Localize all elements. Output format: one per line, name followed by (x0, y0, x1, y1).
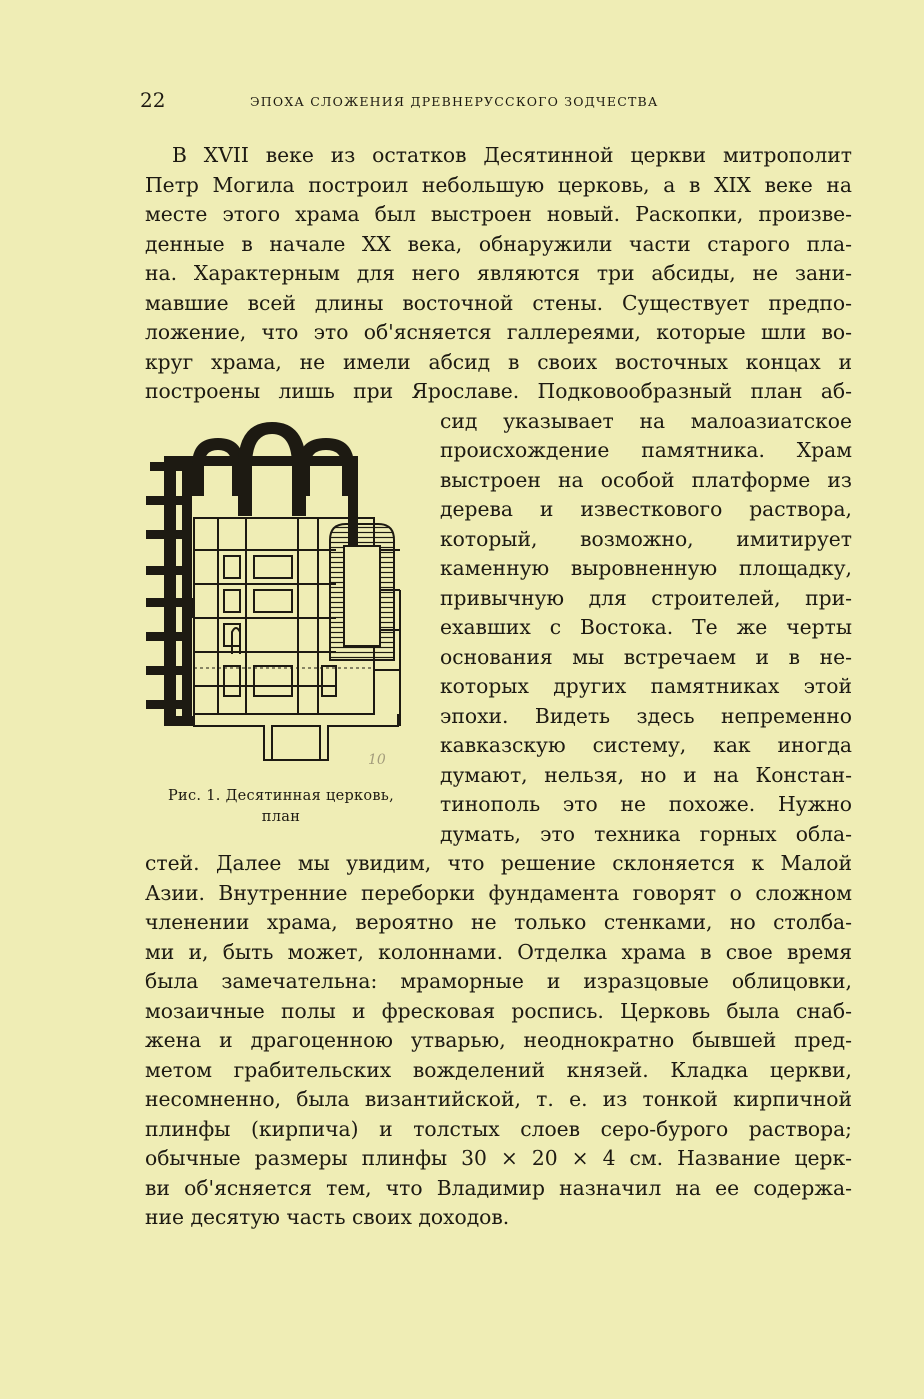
text-line: мозаичные полы и фресковая роспись. Церковь была снаб- (145, 999, 852, 1023)
text-line: жена и драгоценною утварью, неоднократно бывшей пред- (145, 1028, 852, 1052)
text-line: думают, нельзя, но и на Констан- (440, 763, 852, 787)
text-line: месте этого храма был выстроен новый. Раскопки, произве- (145, 202, 852, 226)
text-line: привычную для строителей, при- (440, 586, 852, 610)
text-line: эпохи. Видеть здесь непременно (440, 704, 852, 728)
text-line: сид указывает на малоазиатское (440, 409, 852, 433)
text-line: ви об'ясняется тем, что Владимир назначил на ее содержа- (145, 1176, 852, 1200)
floor-plan-drawing (142, 420, 424, 780)
text-line: ложение, что это об'ясняется галлереями, которые шли во- (145, 320, 852, 344)
text-line: Петр Могила построил небольшую церковь, а в XIX веке на (145, 173, 852, 197)
text-line: ние десятую часть своих доходов. (145, 1205, 510, 1229)
text-line: кавказскую систему, как иногда (440, 733, 852, 757)
text-line: построены лишь при Ярославе. Подковообразный план аб- (145, 379, 852, 403)
page-header (140, 88, 860, 118)
text-line: происхождение памятника. Храм (440, 438, 852, 462)
text-line: метом грабительских вожделений князей. Кладка церкви, (145, 1058, 852, 1082)
text-line: каменную выровненную площадку, (440, 556, 852, 580)
text-line: на. Характерным для него являются три абсиды, не зани- (145, 261, 852, 285)
pencil-note: 10 (368, 752, 386, 768)
text-line: ми и, быть может, колоннами. Отделка храма в свое время (145, 940, 852, 964)
text-line: денные в начале XX века, обнаружили части старого пла- (145, 232, 852, 256)
church-floor-plan-figure (142, 420, 424, 840)
text-line: который, возможно, имитирует (440, 527, 852, 551)
text-line: основания мы встречаем и в не- (440, 645, 852, 669)
running-title: ЭПОХА СЛОЖЕНИЯ ДРЕВНЕРУССКОГО ЗОДЧЕСТВА (250, 94, 659, 109)
text-line: была замечательна: мраморные и изразцовые облицовки, (145, 969, 852, 993)
text-line: выстроен на особой платформе из (440, 468, 852, 492)
figure-caption (146, 786, 416, 828)
text-line: плинфы (кирпича) и толстых слоев серо-бурого раствора; (145, 1117, 852, 1141)
text-line: Азии. Внутренние переборки фундамента говорят о сложном (145, 881, 852, 905)
text-line: несомненно, была византийской, т. е. из тонкой кирпичной (145, 1087, 852, 1111)
text-line: круг храма, не имели абсид в своих восточных концах и (145, 350, 852, 374)
text-line: членении храма, вероятно не только стенками, но столба- (145, 910, 852, 934)
text-line: ехавших с Востока. Те же черты (440, 615, 852, 639)
text-line: дерева и известкового раствора, (440, 497, 852, 521)
text-line: В XVII веке из остатков Десятинной церкви митрополит (172, 143, 852, 167)
text-line: обычные размеры плинфы 30 × 20 × 4 см. Название церк- (145, 1146, 852, 1170)
page-number: 22 (140, 88, 166, 112)
text-line: думать, это техника горных обла- (440, 822, 852, 846)
text-line: мавшие всей длины восточной стены. Существует предпо- (145, 291, 852, 315)
text-line: которых других памятниках этой (440, 674, 852, 698)
text-line: тинополь это не похоже. Нужно (440, 792, 852, 816)
caption-line: Рис. 1. Десятинная церковь, (167, 788, 394, 804)
caption-line: план (261, 809, 301, 825)
text-line: стей. Далее мы увидим, что решение склоняется к Малой (145, 851, 852, 875)
